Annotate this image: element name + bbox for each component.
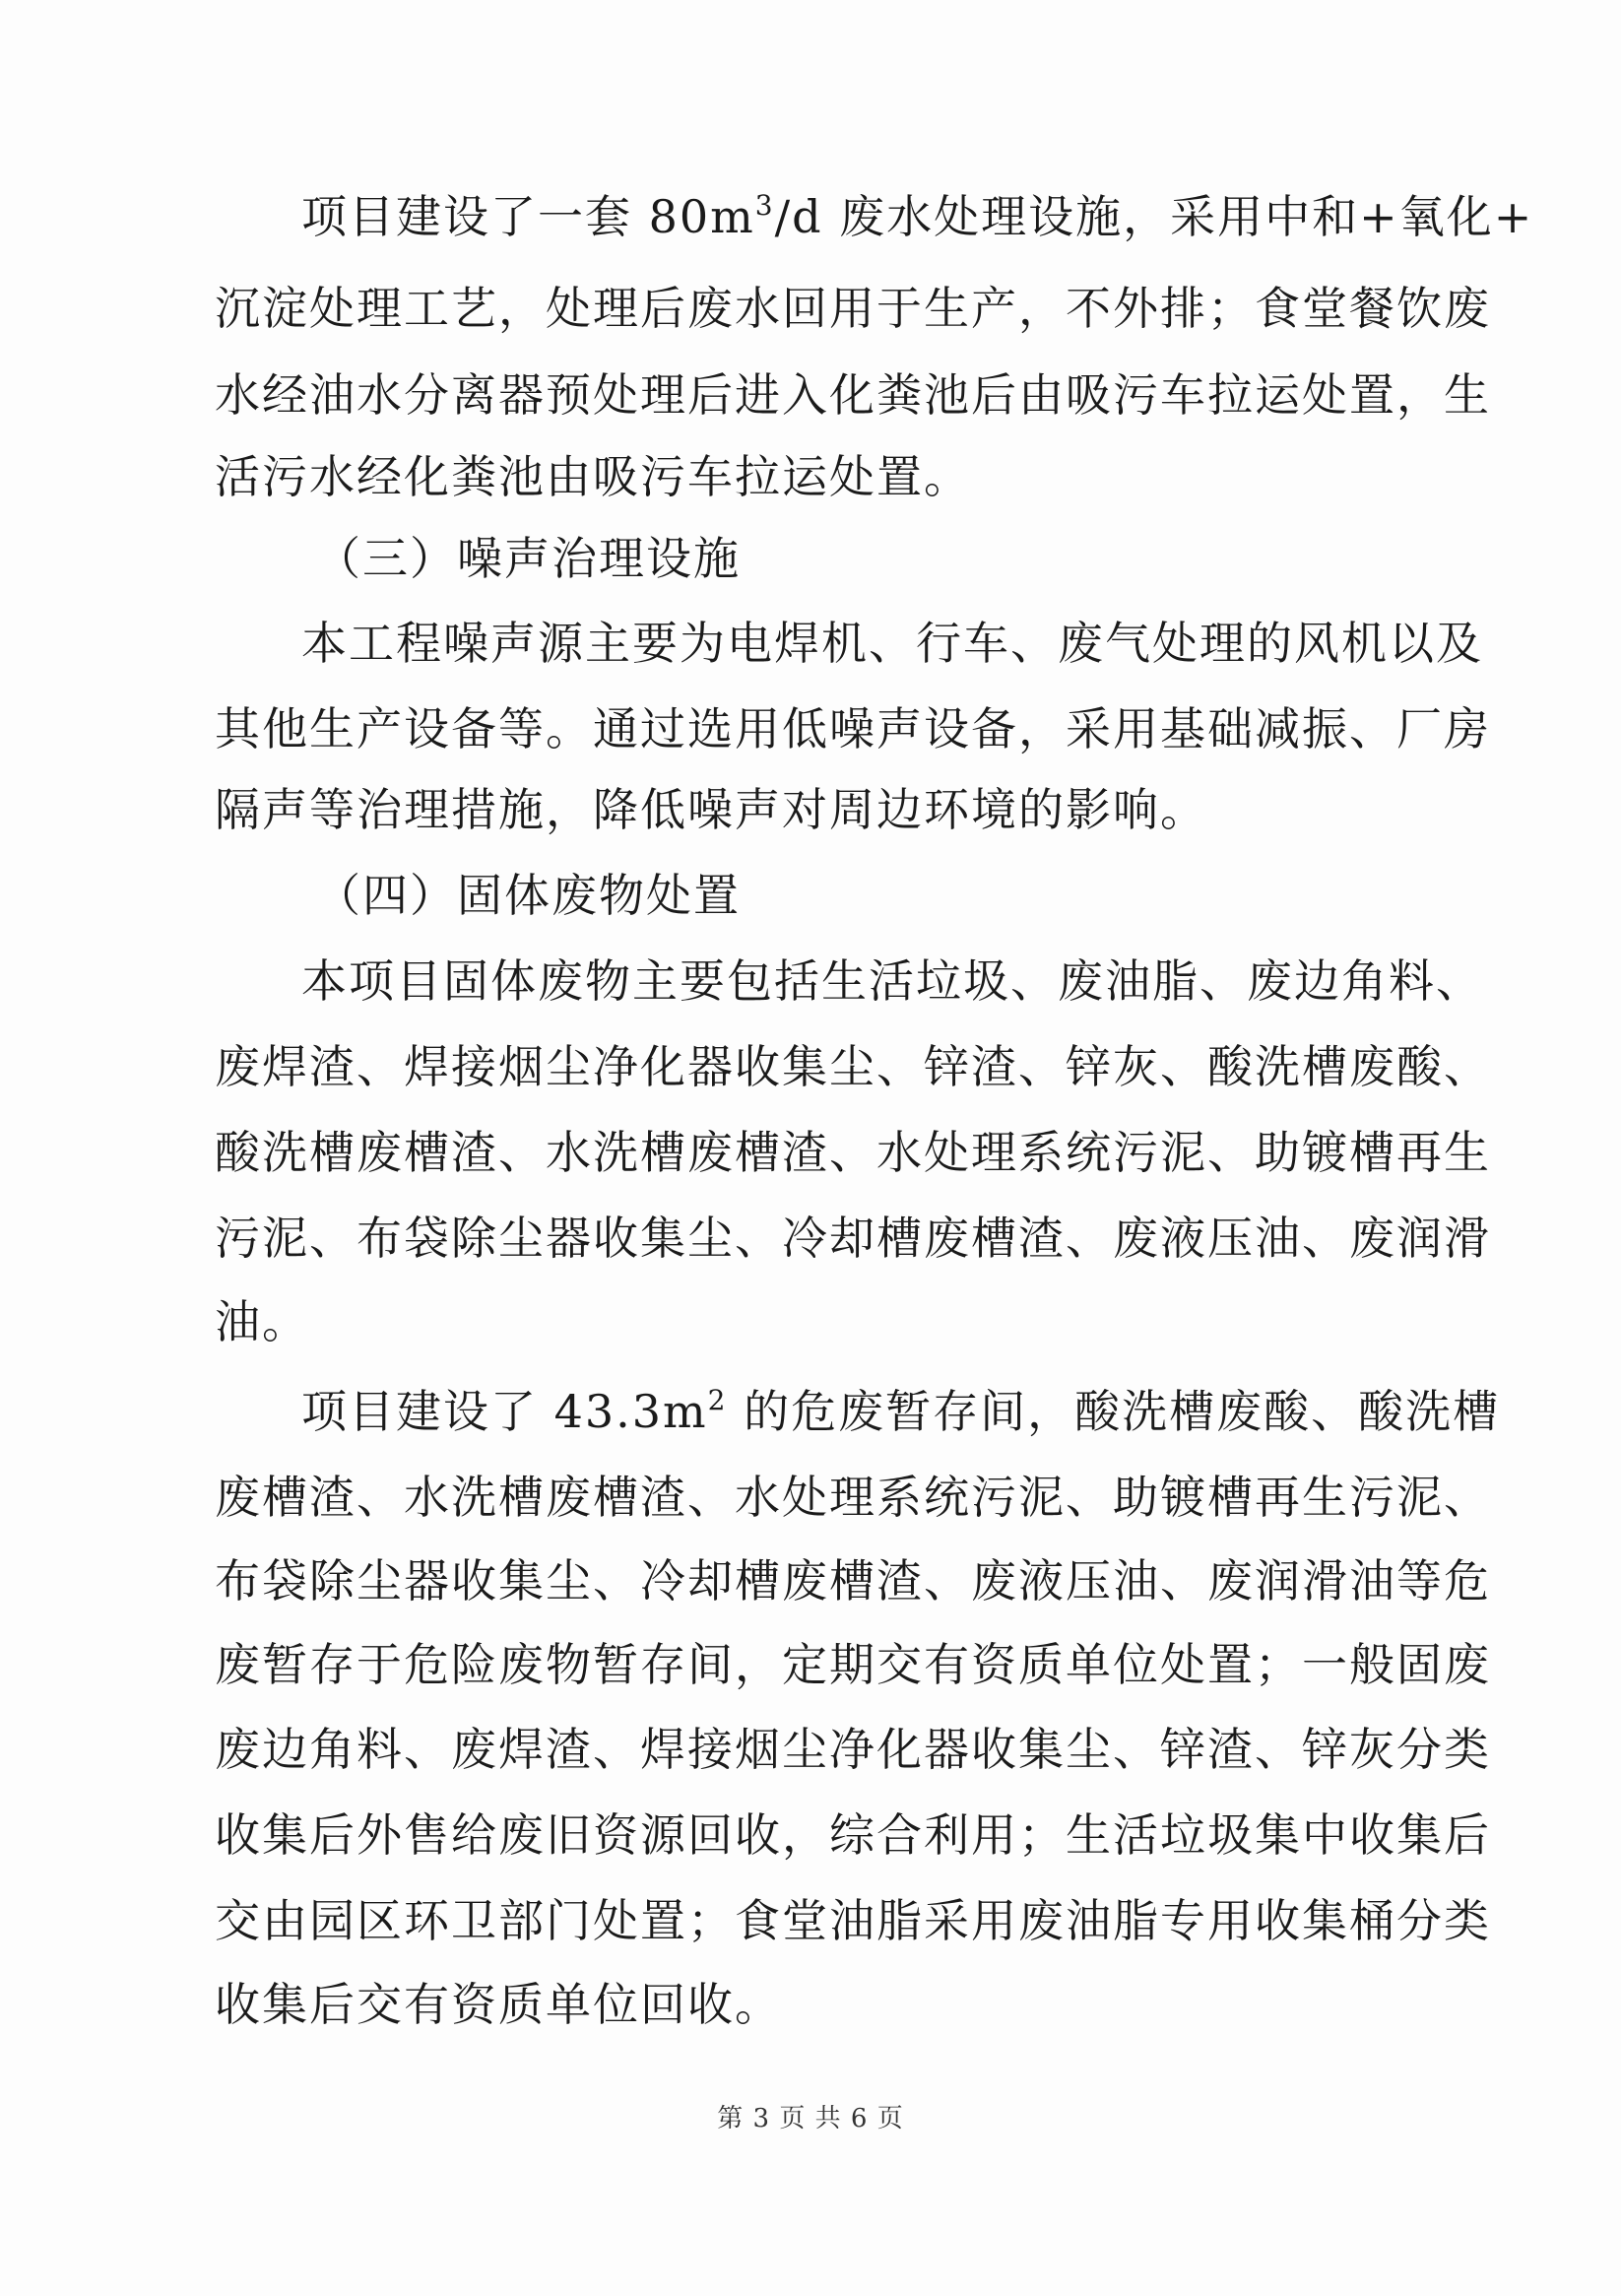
- paragraph-line: 收集后外售给废旧资源回收，综合利用；生活垃圾集中收集后: [215, 1808, 1491, 1862]
- paragraph-line: [301, 1382, 1501, 1441]
- paragraph-line: 沉淀处理工艺，处理后废水回用于生产，不外排；食堂餐饮废: [215, 282, 1491, 335]
- paragraph-line: 污泥、布袋除尘器收集尘、冷却槽废槽渣、废液压油、废润滑: [215, 1212, 1491, 1265]
- superscript: 2: [707, 1384, 728, 1416]
- text-segment: 项目建设了一套 80m: [301, 190, 755, 243]
- superscript: 3: [754, 189, 775, 222]
- section-heading: （三）噪声治理设施: [315, 532, 741, 585]
- paragraph-line: 油。: [215, 1295, 309, 1348]
- section-heading: （四）固体废物处置: [315, 869, 741, 922]
- paragraph-line: 废暂存于危险废物暂存间，定期交有资质单位处置；一般固废: [215, 1638, 1491, 1691]
- paragraph-line: 本项目固体废物主要包括生活垃圾、废油脂、废边角料、: [301, 954, 1483, 1008]
- paragraph-line: 废焊渣、焊接烟尘净化器收集尘、锌渣、锌灰、酸洗槽废酸、: [215, 1040, 1491, 1093]
- paragraph-line: 收集后交有资质单位回收。: [215, 1978, 782, 2031]
- paragraph-line: 酸洗槽废槽渣、水洗槽废槽渣、水处理系统污泥、助镀槽再生: [215, 1126, 1491, 1179]
- paragraph-line: 其他生产设备等。通过选用低噪声设备，采用基础减振、厂房: [215, 702, 1491, 755]
- paragraph-line: 废槽渣、水洗槽废槽渣、水处理系统污泥、助镀槽再生污泥、: [215, 1471, 1491, 1524]
- paragraph-line: 交由园区环卫部门处置；食堂油脂采用废油脂专用收集桶分类: [215, 1894, 1491, 1947]
- paragraph-line: 本工程噪声源主要为电焊机、行车、废气处理的风机以及: [301, 617, 1483, 670]
- paragraph-line: 水经油水分离器预处理后进入化粪池后由吸污车拉运处置，生: [215, 368, 1491, 422]
- paragraph-line: 活污水经化粪池由吸污车拉运处置。: [215, 450, 971, 503]
- text-segment: 项目建设了 43.3m: [301, 1385, 708, 1438]
- paragraph-line: 隔声等治理措施，降低噪声对周边环境的影响。: [215, 783, 1207, 836]
- text-segment: /d 废水处理设施，采用中和+氧化+: [774, 190, 1534, 243]
- paragraph-line: 废边角料、废焊渣、焊接烟尘净化器收集尘、锌渣、锌灰分类: [215, 1723, 1491, 1776]
- page-footer: 第 3 页 共 6 页: [717, 2104, 904, 2133]
- paragraph-line: 布袋除尘器收集尘、冷却槽废槽渣、废液压油、废润滑油等危: [215, 1554, 1491, 1607]
- text-segment: 的危废暂存间，酸洗槽废酸、酸洗槽: [727, 1385, 1501, 1438]
- paragraph-line: [301, 187, 1534, 246]
